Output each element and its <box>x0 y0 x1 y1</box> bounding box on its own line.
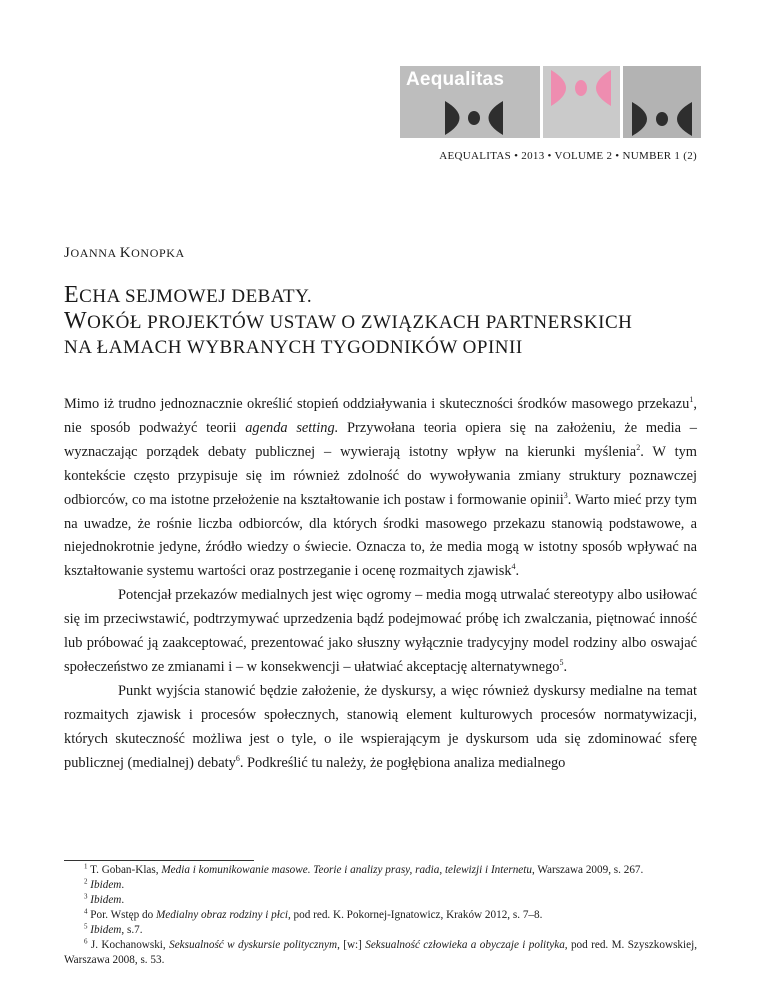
article-body <box>64 393 697 776</box>
author-initial: K <box>119 245 132 261</box>
footnote-3: $^3$ Ibidem. <box>84 892 125 906</box>
footnote-ref: 4 <box>511 562 516 572</box>
title-line-2: WOKÓŁ PROJEKTÓW USTAW O ZWIĄZKACH PARTNERSKICH <box>64 308 633 334</box>
footnote-6: $^6$ J. Kochanowski, Seksualność w dyskursie politycznym, [w:] Seksualność człowieka a obyczaje i polityka, pod red. M. Szyszkowskiej, Warszawa 2008, s. 53. <box>64 937 697 966</box>
logo-panel-middle <box>543 66 620 138</box>
footnote-5: $^5$ Ibidem, s.7. <box>84 922 143 936</box>
paragraph-1: Mimo iż trudno jednoznacznie określić stopień oddziaływania i skuteczności środków masowego przekazu$^1$, nie sposób podważyć teorii agenda setting. Przywołana teoria opiera się na założeniu, że media – wyznaczając porządek debaty publicznej – wywierają istotny wpływ na kierunki myślenia$^2$. W tym kontekście często przypisuje się im również zdolność do wywoływania zmiany struktury poznawczej odbiorców, co ma istotne przełożenie na kształtowanie ich postaw i formowanie opinii$^3$. Warto mieć przy tym na uwadze, że rośnie liczba odbiorców, dla których środki masowego przekazu stanowią podstawowe, a niejednokrotnie jedyne, źródło wiedzy o świecie. Oznacza to, że media mogą w istotny sposób wpływać na kształtowanie systemu wartości oraz postrzeganie i ocenę rozmaitych zjawisk$^4$. <box>64 395 697 580</box>
article-title <box>64 283 724 360</box>
footnote-ref: 1 <box>689 395 694 405</box>
footnote-1: $^1$ T. Goban-Klas, Media i komunikowanie masowe. Teorie i analizy prasy, radia, telewizji i Internetu, Warszawa 2009, s. 267. <box>84 862 644 876</box>
footnote-ref: 5 <box>559 658 564 668</box>
footnote-ref: 6 <box>235 753 240 763</box>
title-line-3: NA ŁAMACH WYBRANYCH TYGODNIKÓW OPINII <box>64 337 523 358</box>
bow-tie-dark-icon <box>445 101 503 135</box>
author-name <box>64 245 185 262</box>
bow-tie-dark-icon <box>632 102 692 136</box>
author-initial: J <box>64 245 71 261</box>
footnotes <box>64 863 697 968</box>
journal-logo <box>400 66 701 138</box>
paragraph-3: Punkt wyjścia stanowić będzie założenie, że dyskursy, a więc również dyskursy medialne na temat rozmaitych zjawisk i procesów społecznych, stanowią element kulturowych procesów normatywizacji, których skuteczność możliwa jest o tyle, o ile wspierającym je dyskursom uda się zdominować sferę publicznej (medialnej) debaty$^6$. Podkreślić tu należy, że pogłębiona analiza medialnego <box>64 682 697 771</box>
logo-panel-right <box>623 66 701 138</box>
footnote-divider <box>64 860 254 861</box>
bow-tie-pink-icon <box>551 70 611 106</box>
logo-text: Aequalitas <box>406 69 505 90</box>
journal-issue-line: AEQUALITAS • 2013 • VOLUME 2 • NUMBER 1 (2) <box>439 150 697 162</box>
author-last-name: ONOPKA <box>131 246 185 260</box>
footnote-2: $^2$ Ibidem. <box>84 877 125 891</box>
footnote-4: $^4$ Por. Wstęp do Medialny obraz rodziny i płci, pod red. K. Pokornej-Ignatowicz, Kraków 2012, s. 7–8. <box>84 907 543 921</box>
author-first-name: OANNA <box>70 246 117 260</box>
footnote-ref: 2 <box>636 443 641 453</box>
paragraph-2: Potencjał przekazów medialnych jest więc ogromy – media mogą utrwalać stereotypy albo usiłować się im przeciwstawić, podtrzymywać uprzedzenia bądź podejmować próbę ich zwalczania, piętnować inność lub próbować ją zaakceptować, prezentować jako słuszny wyłącznie tradycyjny model rodziny albo oswajać społeczeństwo ze zmianami i – w konsekwencji – ułatwiać akceptację alternatywnego$^5$. <box>64 587 697 675</box>
logo-panel-left <box>400 66 540 138</box>
title-line-1: ECHA SEJMOWEJ DEBATY. <box>64 282 313 308</box>
footnote-ref: 3 <box>563 490 568 500</box>
